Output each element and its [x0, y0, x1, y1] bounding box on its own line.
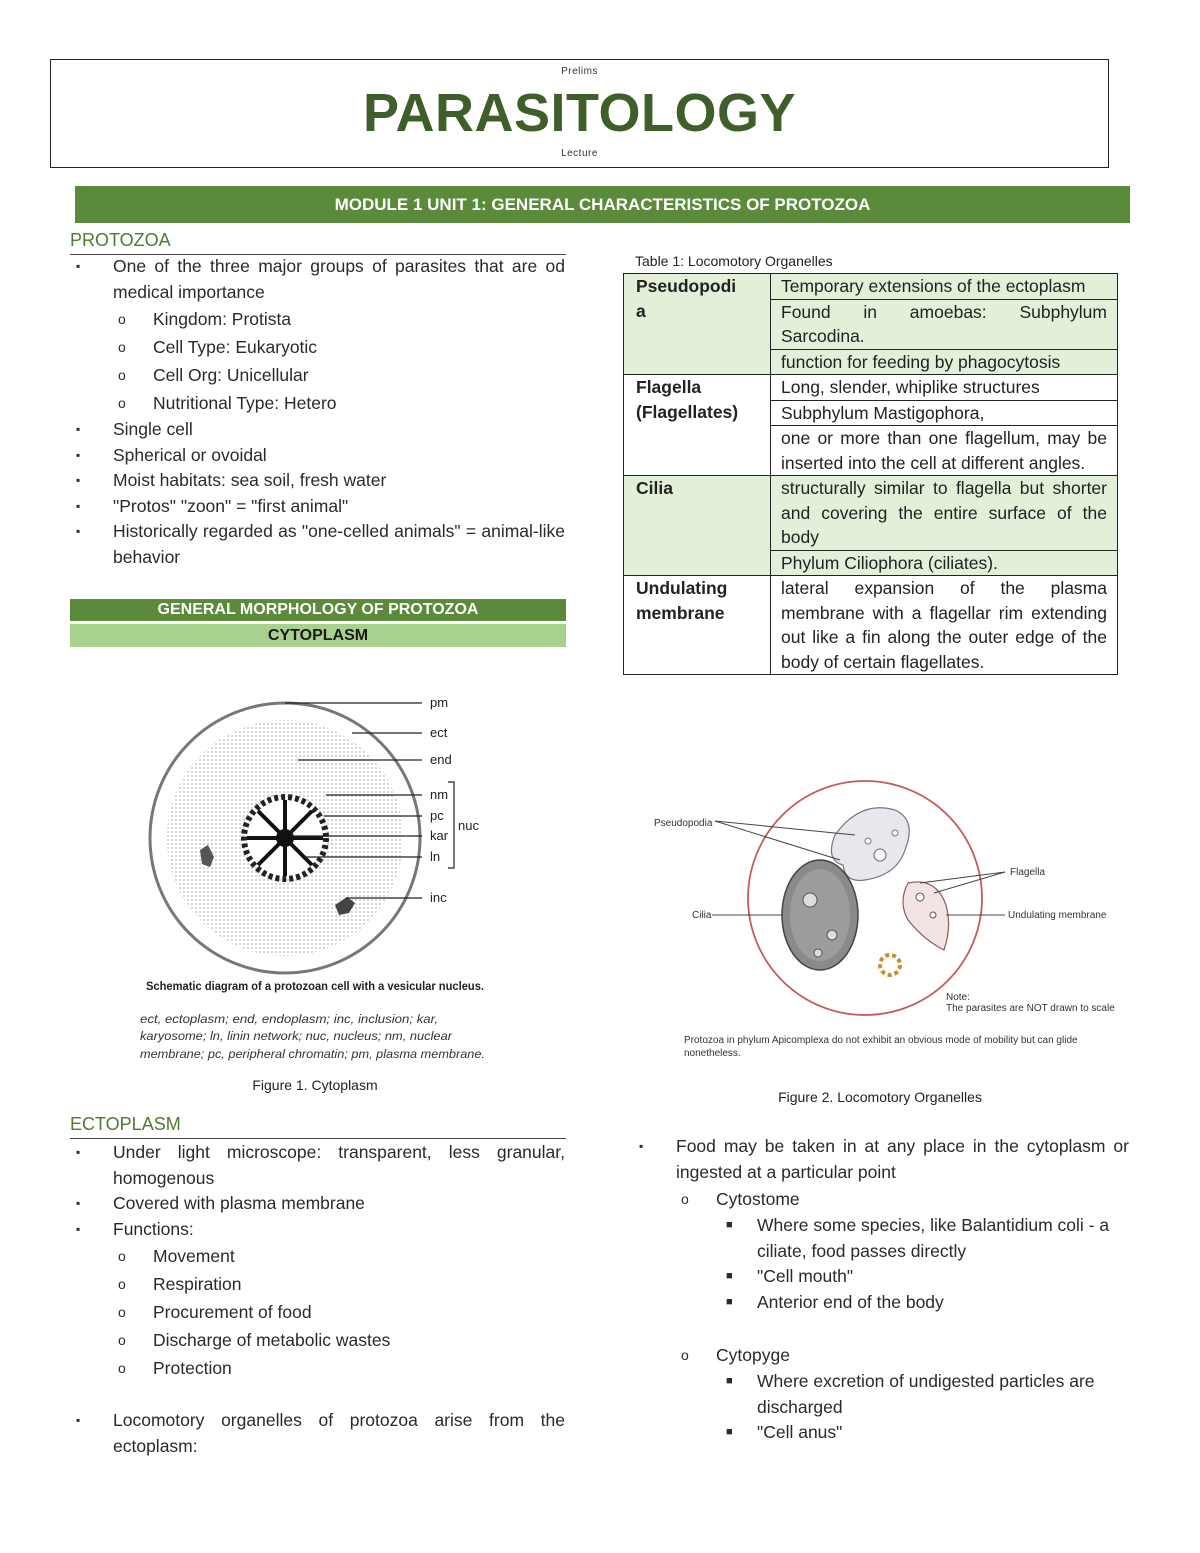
table-cell: Phylum Ciliophora (ciliates).	[771, 550, 1118, 576]
table-cell: one or more than one flagellum, may be inserted into the cell at different angles.	[771, 426, 1118, 476]
figure2-note-text: The parasites are NOT drawn to scale	[946, 1003, 1115, 1014]
table-row	[624, 576, 1118, 675]
protozoa-heading: PROTOZOA	[70, 230, 566, 255]
module-banner: MODULE 1 UNIT 1: GENERAL CHARACTERISTICS OF PROTOZOA	[75, 186, 1130, 223]
header-lecture-label: Lecture	[561, 148, 598, 159]
schematic-legend-1: ect, ectoplasm; end, endoplasm; inc, inclusion; kar,	[140, 1014, 438, 1026]
list-subitem: o Movement	[118, 1246, 235, 1266]
table-cell: structurally similar to flagella but shorter and covering the entire surface of the body	[771, 476, 1118, 551]
list-subitem: o Respiration	[118, 1274, 242, 1294]
list-item: ▪ Historically regarded as "one-celled animals" = animal-like behavior	[76, 521, 565, 567]
list-subitem: o Kingdom: Protista	[118, 309, 292, 329]
table-cell: Subphylum Mastigophora,	[771, 400, 1118, 426]
document-header	[50, 59, 1109, 168]
table-row	[624, 476, 1118, 551]
list-item: ▪ Moist habitats: sea soil, fresh water	[76, 470, 387, 490]
morphology-heading: GENERAL MORPHOLOGY OF PROTOZOA	[70, 599, 566, 621]
list-item: ▪ Covered with plasma membrane	[76, 1193, 365, 1213]
table-cell: Temporary extensions of the ectoplasm	[771, 274, 1118, 300]
list-subitem: o Nutritional Type: Hetero	[118, 393, 337, 413]
list-subsubitem: ■ Where some species, like Balantidium coli - a ciliate, food passes directly	[726, 1215, 1110, 1261]
apicomplexa-note: Protozoa in phylum Apicomplexa do not exhibit an obvious mode of mobility but can glide nonetheless.	[684, 1035, 1078, 1059]
list-subitem: o Cytopyge	[681, 1345, 790, 1365]
label-nuc: nuc	[458, 818, 479, 833]
list-subitem: o Procurement of food	[118, 1302, 312, 1322]
label-flagella: Flagella	[1010, 867, 1046, 878]
list-subitem: o Discharge of metabolic wastes	[118, 1330, 391, 1350]
cytoplasm-subheading: CYTOPLASM	[70, 624, 566, 647]
label-cilia: Cilia	[692, 910, 712, 921]
list-item: ▪ One of the three major groups of parasites that are od medical importance	[76, 256, 565, 302]
figure1-caption: Figure 1. Cytoplasm	[252, 1077, 378, 1093]
ectoplasm-heading: ECTOPLASM	[70, 1114, 566, 1139]
schematic-legend-2: karyosome; ln, linin network; nuc, nucleus; nm, nuclear	[140, 1031, 454, 1043]
ciliate-illustration	[782, 860, 858, 970]
label-pseudopodia: Pseudopodia	[654, 818, 713, 829]
list-subitem: o Cell Type: Eukaryotic	[118, 337, 318, 357]
list-subitem: o Cytostome	[681, 1189, 800, 1209]
label-pm: pm	[430, 695, 449, 710]
header-prelims-label: Prelims	[561, 66, 598, 77]
protozoa-list	[70, 254, 565, 570]
ectoplasm-list	[70, 1140, 565, 1459]
list-subitem: o Cell Org: Unicellular	[118, 365, 309, 385]
list-item: ▪ Under light microscope: transparent, less granular, homogenous	[76, 1142, 565, 1188]
table-key: Pseudopodi a	[624, 274, 771, 375]
label-ect: ect	[430, 725, 448, 740]
list-subsubitem: ■ Anterior end of the body	[726, 1291, 944, 1312]
list-item: ▪ Food may be taken in at any place in the cytoplasm or ingested at a particular point	[639, 1136, 1129, 1182]
figure2-note-label: Note:	[946, 992, 970, 1003]
table-cell: Found in amoebas: Subphylum Sarcodina.	[771, 299, 1118, 349]
cytoplasm-diagram	[130, 670, 500, 1070]
list-item: ▪ Single cell	[76, 419, 193, 439]
table-cell: Long, slender, whiplike structures	[771, 375, 1118, 401]
apicomplexa-illustration	[880, 955, 900, 975]
label-undulating-membrane: Undulating membrane	[1008, 910, 1107, 921]
label-end: end	[430, 752, 452, 767]
locomotory-organelles-figure	[650, 775, 1120, 1070]
label-inc: inc	[430, 890, 447, 905]
figure2-caption: Figure 2. Locomotory Organelles	[778, 1089, 982, 1105]
table-key: Flagella (Flagellates)	[624, 375, 771, 476]
list-item: ▪ Spherical or ovoidal	[76, 444, 267, 465]
table-key: Undulating membrane	[624, 576, 771, 675]
list-subsubitem: ■ "Cell anus"	[726, 1422, 843, 1442]
page-title: PARASITOLOGY	[362, 83, 797, 143]
list-subsubitem: ■ Where excretion of undigested particles are discharged	[726, 1371, 1095, 1417]
label-ln: ln	[430, 849, 441, 864]
table-row	[624, 274, 1118, 300]
table1-caption: Table 1: Locomotory Organelles	[635, 253, 833, 269]
list-item: ▪ "Protos" "zoon" = "first animal"	[76, 495, 349, 516]
karyosome	[276, 829, 294, 847]
label-kar: kar	[430, 828, 449, 843]
list-item: ▪ Locomotory organelles of protozoa arise from the ectoplasm:	[76, 1410, 565, 1456]
food-list	[633, 1134, 1129, 1446]
table-cell: lateral expansion of the plasma membrane with a flagellar rim extending out like a fin along the outer edge of the body of certain flagellates.	[771, 576, 1118, 675]
list-item: ▪ Functions:	[76, 1218, 194, 1239]
table-row	[624, 375, 1118, 401]
label-nm: nm	[430, 787, 449, 802]
list-subitem: o Protection	[118, 1358, 232, 1378]
list-subsubitem: ■ "Cell mouth"	[726, 1266, 854, 1286]
label-pc: pc	[430, 808, 444, 823]
table-cell: function for feeding by phagocytosis	[771, 349, 1118, 375]
schematic-title: Schematic diagram of a protozoan cell with a vesicular nucleus.	[146, 979, 484, 993]
schematic-legend-3: membrane; pc, peripheral chromatin; pm, plasma membrane.	[140, 1049, 485, 1061]
table-key: Cilia	[624, 476, 771, 576]
locomotory-table	[623, 273, 1118, 675]
